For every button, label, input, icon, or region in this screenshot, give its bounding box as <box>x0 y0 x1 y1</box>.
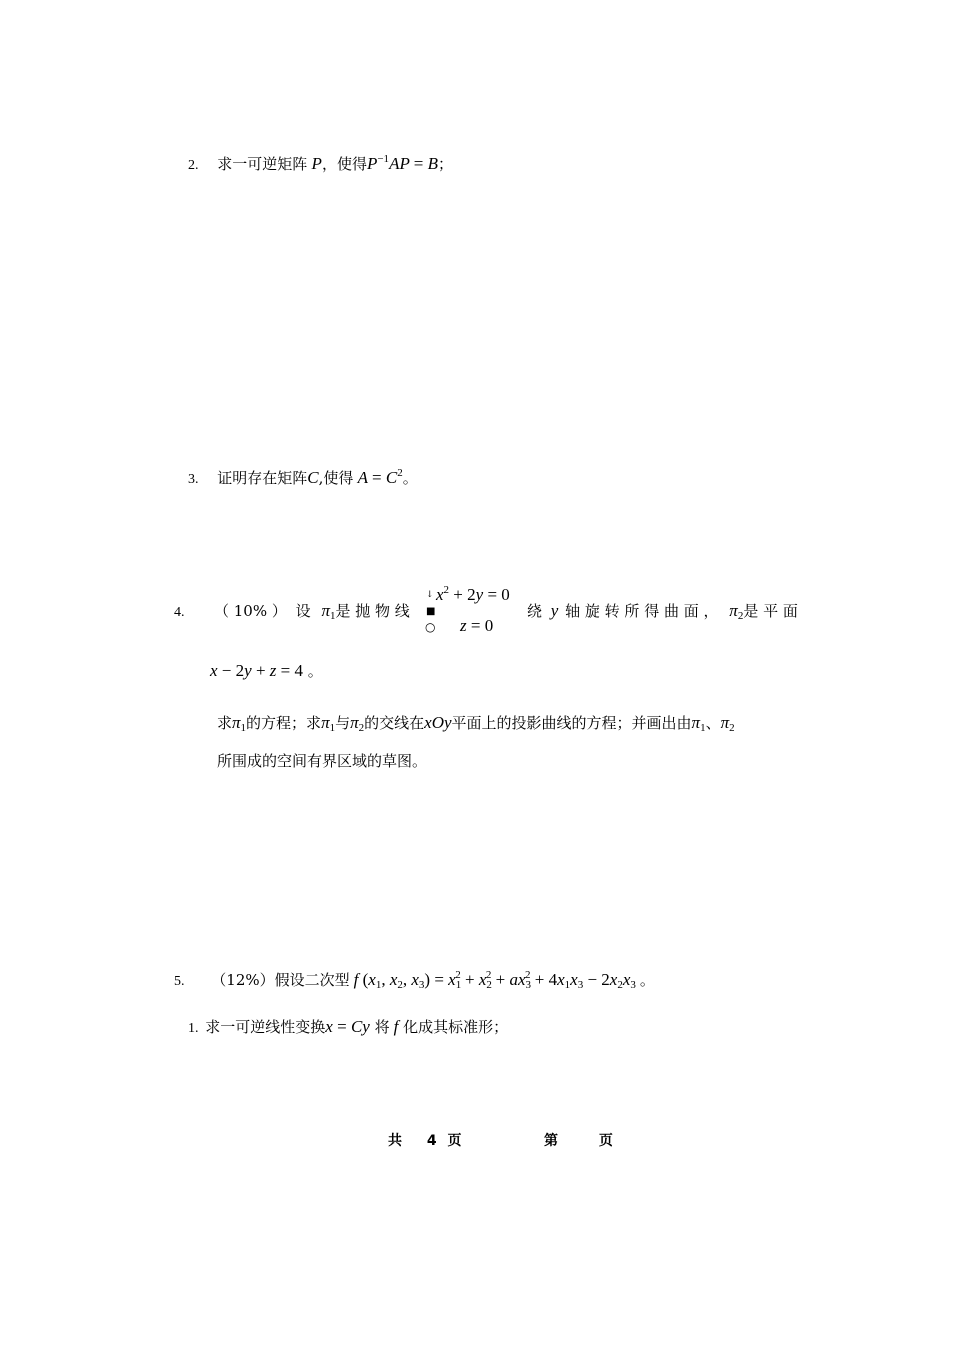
question-5-1: 1. 求一可逆线性变换x = Cy 将 f 化成其标准形； <box>188 1017 509 1036</box>
math-f: f <box>393 1017 399 1036</box>
question-2 <box>188 150 453 175</box>
question-4-number: 4. <box>174 605 185 620</box>
question-text: 证明存在矩阵 <box>217 469 308 487</box>
math-equation: $P^{-1}AP = B$ <box>366 153 439 173</box>
math-y: y <box>550 601 559 620</box>
math-plane: x − 2y + z = 4 <box>210 661 303 680</box>
question-4-line2: x − 2y + z = 4 。 <box>210 661 323 680</box>
question-text: ； <box>438 155 454 173</box>
math-C: C <box>307 468 319 487</box>
question-number: 3. <box>188 472 199 487</box>
math-transform: x = Cy <box>325 1017 370 1036</box>
question-text: ,使得 <box>318 469 354 487</box>
brace-mid: ■ <box>426 606 436 617</box>
math-pi1: $\pi_1$ <box>321 601 336 622</box>
math-P: P <box>307 154 322 173</box>
equation-2: z = 0 <box>460 616 494 635</box>
math-xOy: xOy <box>424 713 452 732</box>
question-3 <box>188 464 418 489</box>
question-4-line1b: 绕 y 轴 旋 转 所 得 曲 面 ， $\pi_2$是 平 面 <box>527 601 798 622</box>
footer-total: 共 4 页 <box>388 1133 462 1149</box>
brace-top: ↓ <box>426 590 434 600</box>
question-4-line4: 所围成的空间有界区域的草图。 <box>217 752 428 770</box>
math-pi2: $\pi_2$ <box>729 601 744 622</box>
percent-label: （ 10% ） <box>214 602 287 620</box>
footer-current: 第 页 <box>544 1133 613 1149</box>
question-4-line1a: （ 10% ） 设 $\pi_1$是 抛 物 线 <box>214 601 410 622</box>
question-text: ，使得 <box>321 155 367 173</box>
question-5: 5. （12%）假设二次型 f ($x_1$, $x_2$, $x_3) = x_1^2 + x_2^2 + ax_3^2 + 4x_1x_3 - 2x_2x_3$ 。 <box>174 969 655 991</box>
math-equation: $A = C^2$ <box>353 467 403 487</box>
question-4-line3: 求$\pi_1$的方程；求$\pi_1$与$\pi_2$的交线在xOy平面上的投影曲线的方程；并画出由$\pi_1$、$\pi_2$ <box>217 713 735 734</box>
question-text: 求一可逆矩阵 <box>217 155 308 173</box>
question-text: 。 <box>402 469 418 487</box>
math-quadratic-form: f ($x_1$, $x_2$, $x_3) = x_1^2 + x_2^2 + ax_3^2 + 4x_1x_3 - 2x_2x_3$ <box>353 969 636 991</box>
equation-1: $x^2 + 2y = 0$ <box>436 584 510 604</box>
equation-system <box>424 584 524 636</box>
brace-bottom: ○ <box>425 620 436 634</box>
question-number: 5. <box>174 974 185 989</box>
question-number: 2. <box>188 158 199 173</box>
